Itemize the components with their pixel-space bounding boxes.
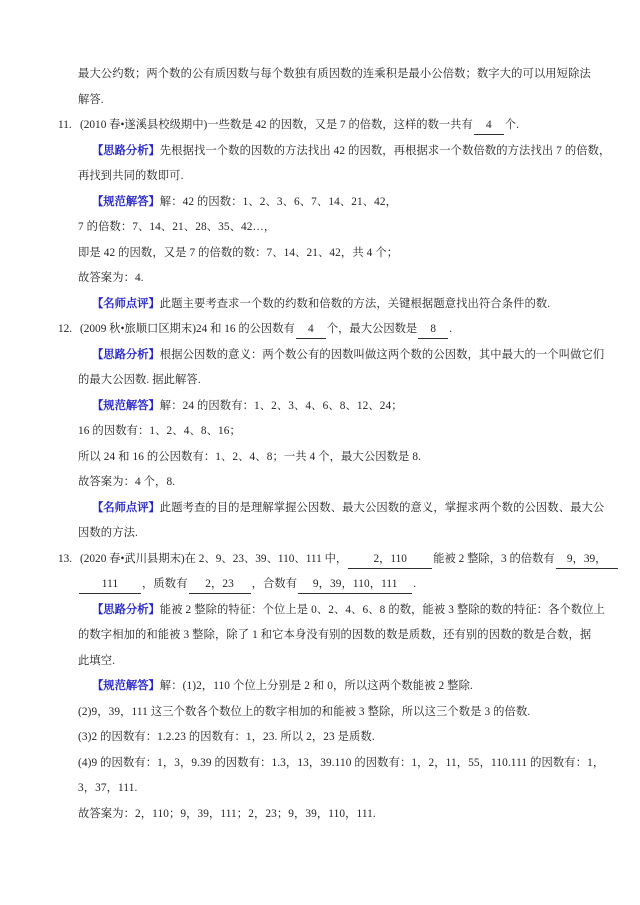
analysis-text: 根据公因数的意义：两个数公有的因数叫做这两个数的公因数，其中最大的一个叫做它们	[159, 348, 605, 361]
problem-13-solution-line-4: (4)9 的因数有：1，3，9.39 的因数有：1.3，13，39.110 的因数有：1，2，11，55，110.111 的因数有：1，	[78, 756, 605, 769]
problem-11-number: 11.	[58, 119, 72, 131]
problem-12-comment-line-2: 因数的方法.	[78, 527, 138, 539]
problem-12-answer-blank-1[interactable]: 4	[296, 321, 326, 339]
document-body	[58, 62, 611, 827]
problem-13-stem-before: (2020 春•武川县期末)在 2、9、23、39、110、111 中，	[80, 552, 348, 565]
carryover-line-1: 最大公约数；两个数的公有质因数与每个数独有质因数的连乘积是最小公倍数；数字大的可以用短除法	[78, 68, 591, 80]
problem-13-solution-line-2: (2)9，39，111 这三个数各个数位上的数字相加的和能被 3 整除，所以这三个数是 3 的倍数.	[78, 705, 531, 718]
problem-13-stem-line2-after: .	[413, 578, 417, 590]
problem-12-solution-line-2: 16 的因数有：1、2、4、8、16；	[78, 425, 241, 437]
solution-tag: 【规范解答】	[92, 680, 160, 692]
problem-13-analysis-line-1	[92, 598, 606, 624]
problem-13-stem	[58, 547, 607, 573]
problem-12-stem-mid: 个，最大公因数是	[326, 323, 418, 335]
problem-12-analysis-line-2: 的最大公因数. 据此解答.	[78, 374, 201, 386]
problem-11-analysis-line-2: 再找到共同的数即可.	[78, 170, 184, 182]
analysis-text: 先根据找一个数的因数的方法找出 42 的因数，再根据求一个数倍数的方法找出 7 的倍数，	[159, 144, 611, 157]
problem-12-solution-line-3: 所以 24 和 16 的公因数有：1、2、4、8；一共 4 个，最大公因数是 8.	[78, 450, 422, 463]
analysis-tag: 【思路分析】	[92, 603, 160, 616]
problem-13-solution-line-1	[92, 674, 582, 700]
comment-tag: 【名师点评】	[92, 501, 160, 514]
problem-11-solution-line-2: 7 的倍数：7、14、21、28、35、42…，	[78, 221, 276, 233]
comment-text: 此题考查的目的是理解掌握公因数、最大公因数的意义，掌握求两个数的公因数、最大公	[159, 501, 605, 514]
problem-11-stem	[58, 113, 582, 139]
problem-11-stem-after: 个.	[504, 119, 519, 131]
problem-12-solution-line-4: 故答案为：4 个，8.	[78, 476, 176, 488]
problem-12-solution-line-1	[92, 394, 582, 420]
problem-12-stem	[58, 317, 582, 343]
problem-11-comment-line-1	[92, 292, 582, 318]
problem-11-solution-line-1	[92, 190, 582, 216]
problem-13-answer-blank-5[interactable]: 9，39，110，111	[298, 576, 412, 594]
analysis-tag: 【思路分析】	[92, 144, 160, 157]
problem-13-analysis-line-3: 此填空.	[78, 654, 116, 667]
comment-tag: 【名师点评】	[92, 297, 160, 310]
problem-13-answer-blank-1[interactable]: 2，110	[348, 551, 432, 569]
problem-12-analysis-line-1	[92, 343, 605, 369]
problem-12-stem-before: (2009 秋•旅顺口区期末)24 和 16 的公因数有	[80, 323, 295, 335]
problem-12-stem-after: .	[449, 323, 453, 335]
problem-13-answer-blank-4[interactable]: 2，23	[189, 576, 251, 594]
problem-13-solution-line-6: 故答案为：2，110；9，39，111；2，23；9，39，110，111.	[78, 807, 376, 820]
carryover-line-2: 解答.	[78, 93, 104, 106]
problem-11-analysis-line-1	[92, 139, 611, 165]
solution-text: 解：(1)2，110 个位上分别是 2 和 0，所以这两个数能被 2 整除.	[159, 680, 473, 692]
solution-text: 解：24 的因数有：1、2、3、4、6、8、12、24；	[159, 399, 403, 412]
analysis-tag: 【思路分析】	[92, 348, 160, 361]
problem-11-solution-line-3: 即是 42 的因数，又是 7 的倍数的数：7、14、21、42，共 4 个；	[78, 246, 399, 259]
problem-12-comment-line-1	[92, 496, 605, 522]
problem-13-analysis-line-2: 的数字相加的和能被 3 整除，除了 1 和它本身没有别的因数的数是质数，还有别的因数的数是合数，据	[78, 629, 592, 641]
problem-11-stem-before: (2010 春•遂溪县校级期中)一些数是 42 的因数，又是 7 的倍数，这样的数一共有	[80, 119, 473, 131]
problem-11-solution-line-4: 故答案为：4.	[78, 272, 144, 284]
solution-text: 解：42 的因数：1、2、3、6、7、14、21、42，	[159, 195, 398, 208]
analysis-text: 能被 2 整除的特征：个位上是 0、2、4、6、8 的数，能被 3 整除的数的特征：各个数位上	[159, 603, 606, 616]
problem-12-answer-blank-2[interactable]: 8	[418, 321, 448, 339]
problem-13-stem-line2-mid2: ，合数有	[251, 578, 298, 590]
problem-12-number: 12.	[58, 323, 73, 335]
problem-11-answer-blank[interactable]: 4	[474, 117, 504, 135]
problem-13-stem-mid: 能被 2 整除，3 的倍数有	[433, 552, 555, 565]
problem-13-number: 13.	[58, 552, 73, 565]
problem-13-stem-line-2	[78, 572, 582, 598]
problem-13-stem-line2-mid: ，质数有	[142, 578, 188, 590]
problem-13-solution-line-5: 3，37，111.	[78, 782, 138, 794]
solution-tag: 【规范解答】	[92, 195, 160, 208]
comment-text: 此题主要考查求一个数的约数和倍数的方法，关键根据题意找出符合条件的数.	[159, 297, 551, 310]
problem-13-answer-blank-2[interactable]: 9，39，	[556, 551, 618, 569]
solution-tag: 【规范解答】	[92, 399, 160, 412]
problem-13-answer-blank-3[interactable]: 111	[79, 576, 141, 594]
problem-13-solution-line-3: (3)2 的因数有：1.2.23 的因数有：1，23. 所以 2，23 是质数.	[78, 731, 375, 743]
